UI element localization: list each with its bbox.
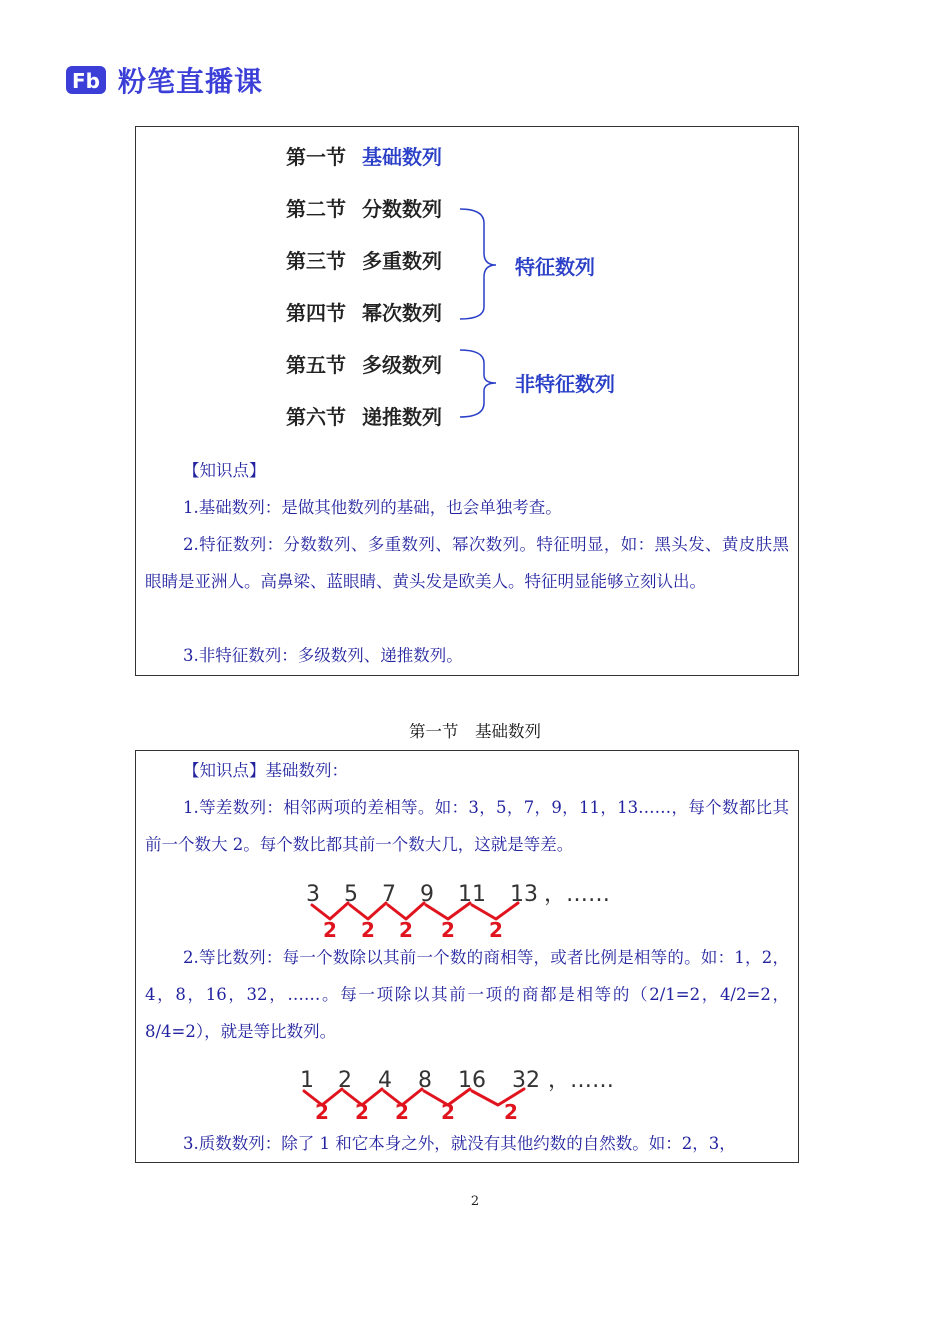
knowledge-heading: 【知识点】 [183,461,266,480]
svg-text:2: 2 [441,1100,455,1121]
toc-item: 第五节 多级数列 [286,353,442,377]
svg-text:2: 2 [504,1100,518,1121]
svg-text:16: 16 [458,1068,486,1093]
feature-group-label: 特征数列 [515,255,595,279]
svg-text:1: 1 [300,1068,314,1093]
knowledge-point-1: 1.基础数列：是做其他数列的基础，也会单独考查。 [183,498,562,517]
knowledge-point-3: 3.非特征数列：多级数列、递推数列。 [183,646,463,665]
fb-logo-icon [66,62,108,98]
svg-text:2: 2 [395,1100,409,1121]
svg-text:2: 2 [489,918,503,939]
svg-text:2: 2 [355,1100,369,1121]
arithmetic-terms [306,882,610,907]
svg-text:，……: ，…… [548,1068,615,1093]
toc-item: 第一节 基础数列 [286,145,442,169]
nonfeature-group-label: 非特征数列 [515,372,615,396]
section-title: 第一节 基础数列 [409,722,541,741]
svg-text:2: 2 [399,918,413,939]
svg-text:5: 5 [344,882,358,907]
geometric-text: 2.等比数列：每一个数除以其前一个数的商相等，或者比例是相等的。如：1，2，4，8，16，32，……。每一项除以其前一项的商都是相等的（2/1=2，4/2=2，8/4=2），就是等比数列。 [145,948,789,1041]
svg-text:13: 13 [510,882,538,907]
svg-text:9: 9 [420,882,434,907]
logo-text: 粉笔直播课 [118,65,264,98]
geometric-terms [300,1068,614,1093]
geometric-diagram [298,1061,628,1121]
geometric-ratio-marks [304,1089,524,1121]
svg-text:32: 32 [512,1068,540,1093]
svg-text:Fb: Fb [72,69,100,93]
svg-text:2: 2 [323,918,337,939]
toc-item: 第二节 分数数列 [286,197,442,221]
knowledge-point-2: 2.特征数列：分数数列、多重数列、幂次数列。特征明显，如：黑头发、黄皮肤黑眼睛是亚洲人。高鼻梁、蓝眼睛、黄头发是欧美人。特征明显能够立刻认出。 [145,535,789,591]
basic-sequence-box [135,750,799,1163]
prime-text: 3.质数数列：除了 1 和它本身之外，就没有其他约数的自然数。如：2，3， [183,1134,736,1153]
svg-text:2: 2 [361,918,375,939]
svg-text:7: 7 [382,882,396,907]
arithmetic-diff-marks [312,903,518,939]
toc-box [135,126,799,676]
nonfeature-brace [460,350,496,417]
svg-text:2: 2 [441,918,455,939]
brand-logo [66,60,263,100]
svg-text:3: 3 [306,882,320,907]
svg-text:11: 11 [458,882,486,907]
brace-lines [456,203,516,423]
arithmetic-diagram [304,873,634,939]
svg-text:，……: ，…… [544,882,611,907]
basic-heading: 【知识点】基础数列： [183,761,348,780]
svg-text:2: 2 [338,1068,352,1093]
svg-text:8: 8 [418,1068,432,1093]
toc-item: 第四节 幂次数列 [286,301,442,325]
feature-brace [460,209,496,319]
toc-item: 第三节 多重数列 [286,249,442,273]
svg-text:2: 2 [315,1100,329,1121]
toc-item: 第六节 递推数列 [286,405,442,429]
page-number: 2 [470,1194,480,1209]
svg-text:4: 4 [378,1068,392,1093]
arithmetic-text: 1.等差数列：相邻两项的差相等。如：3，5，7，9，11，13……，每个数都比其前一个数大 2。每个数比都其前一个数大几，这就是等差。 [145,798,789,854]
